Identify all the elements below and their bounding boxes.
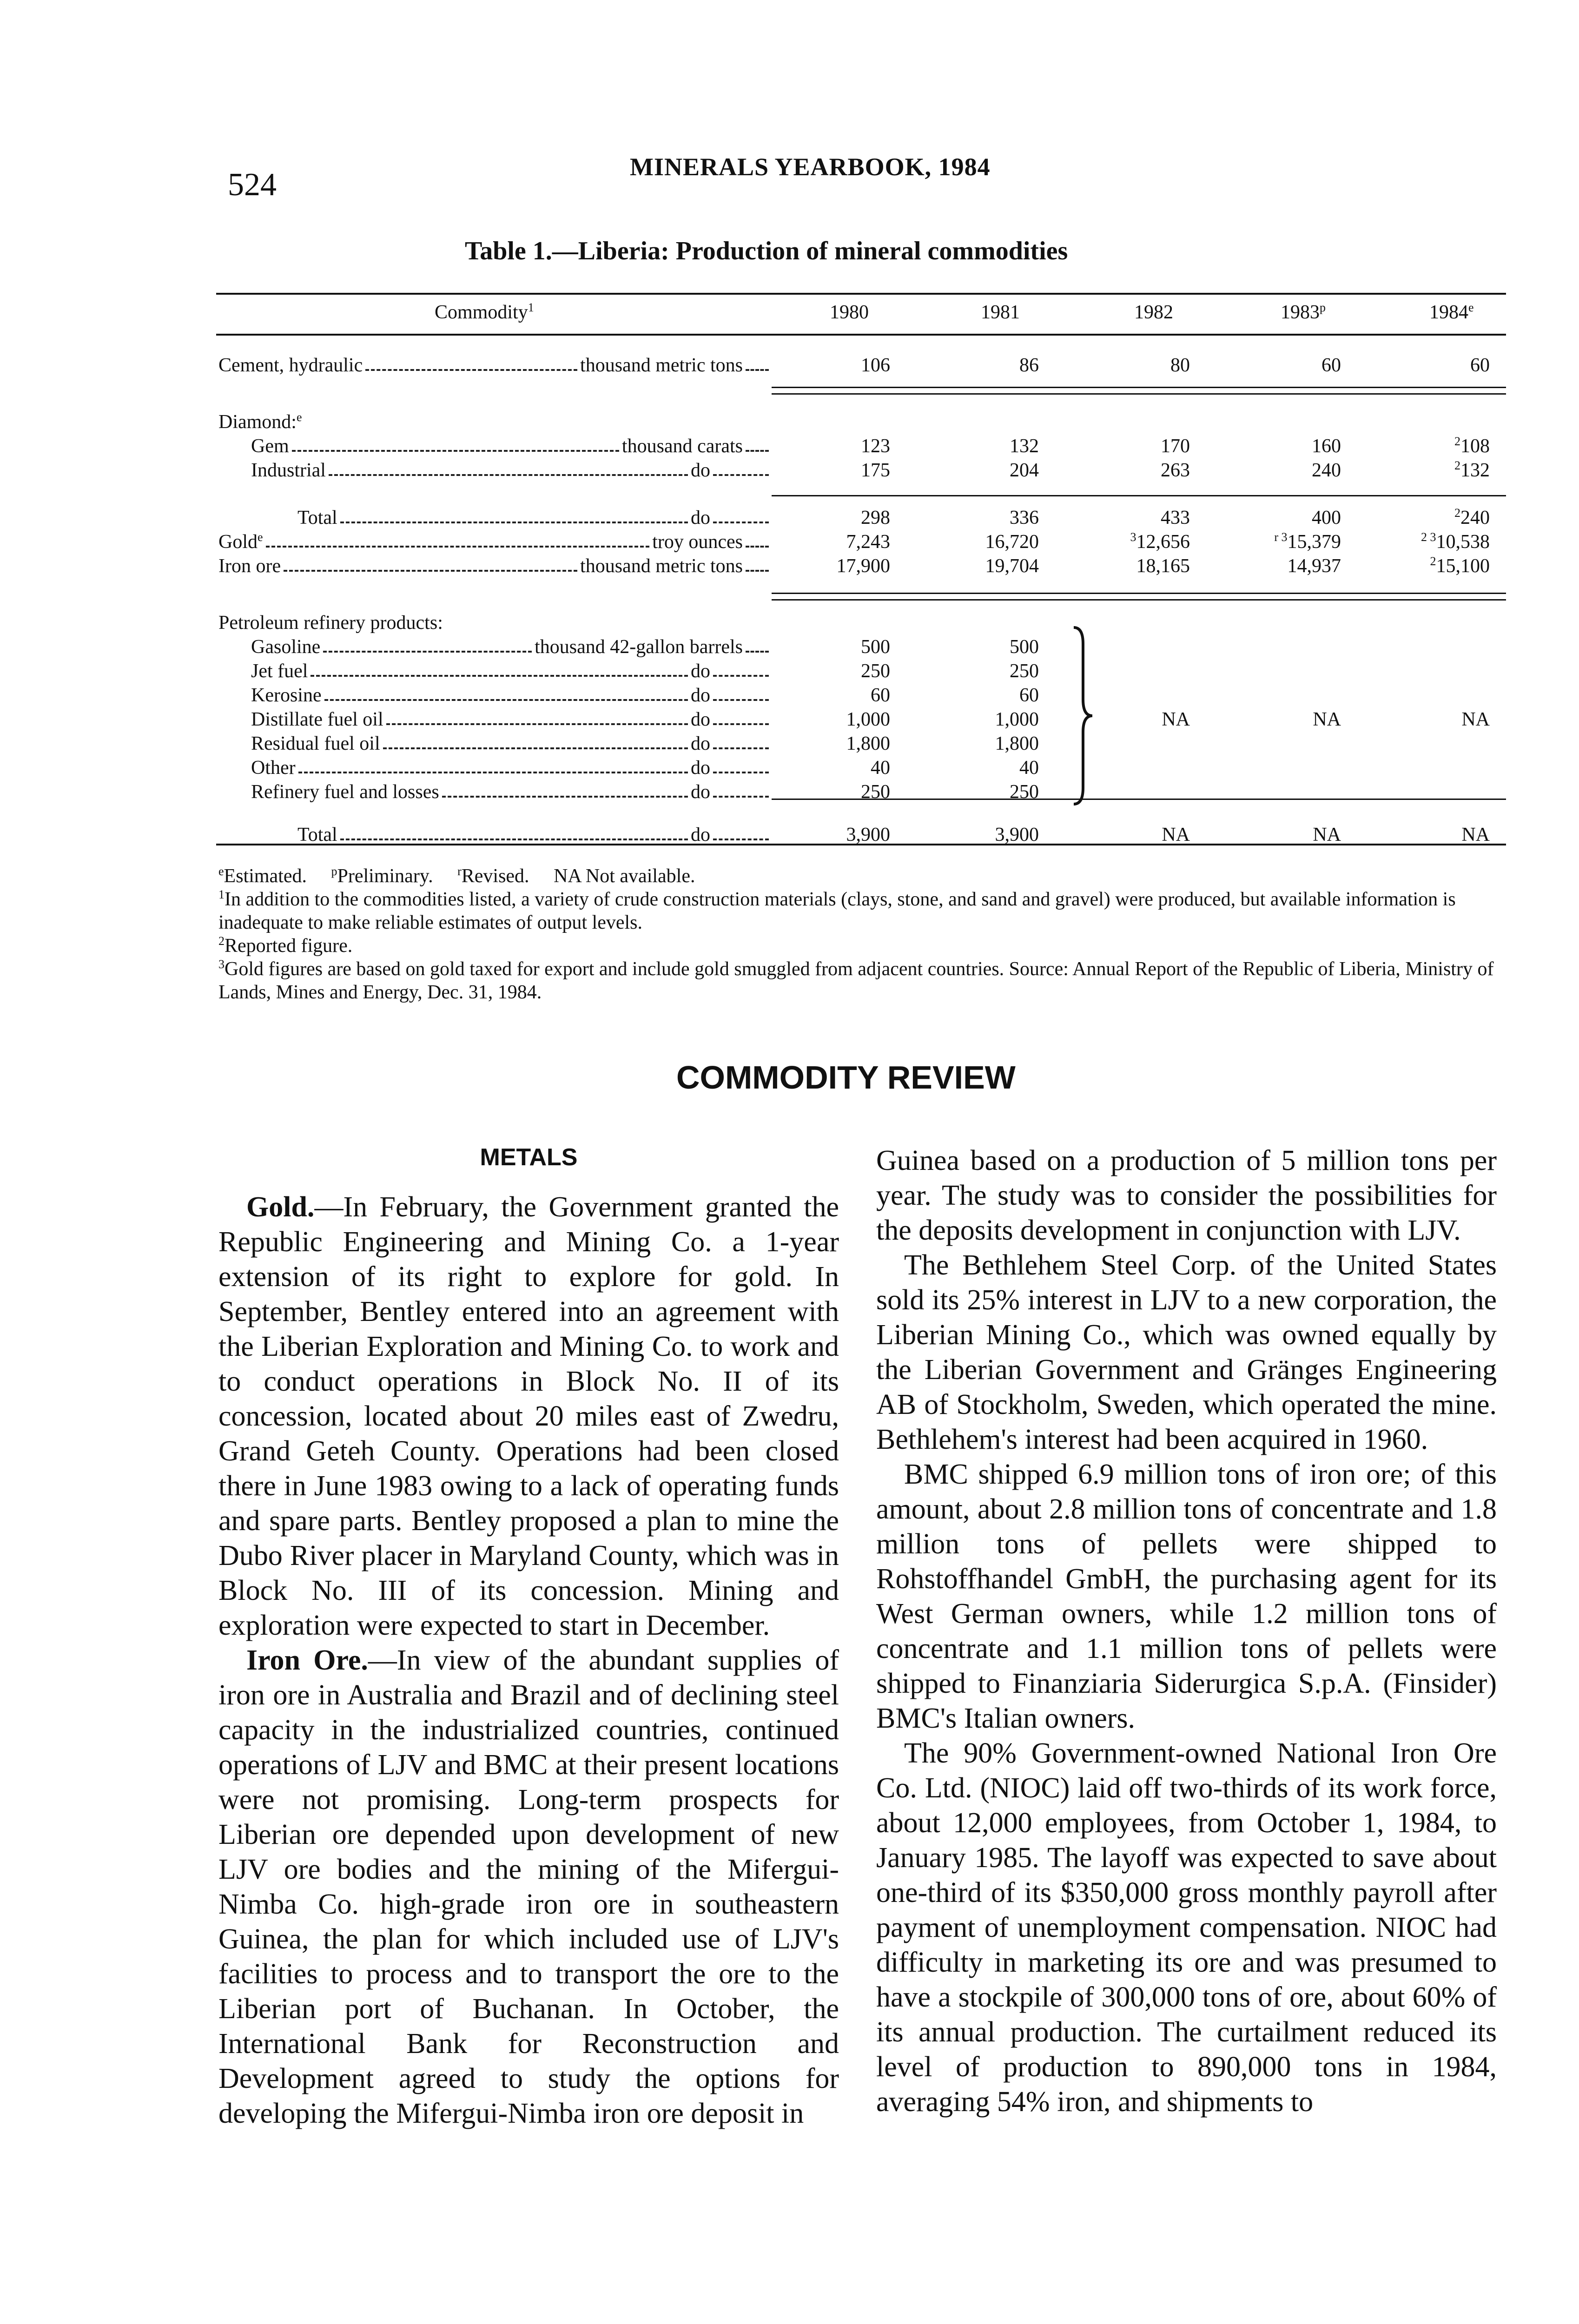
subheading-metals: METALS [480, 1144, 578, 1171]
table-row-gem: Gem thousand carats 123 132 170 160 $^2$108 [251, 435, 1490, 457]
text-column-left [218, 1143, 839, 2131]
paragraph-bmc: BMC shipped 6.9 million tons of iron ore; of this amount, about 2.8 million tons of concentrate and 1.8 million tons of pellets were shipped to Rohstoffhandel GmbH, the purchasing agent for its West German owners, while 1.2 million tons of concentrate and 1.1 million tons of pellets were shipped to Finanziaria Siderurgica S.p.A. (Finsider) BMC's Italian owners. [876, 1459, 1497, 1734]
paragraph-guinea: Guinea based on a production of 5 million tons per year. The study was to consider the possibilities for the deposits development in conjunction with LJV. [876, 1145, 1497, 1246]
col-head-1983: 1983$^p$ [1281, 301, 1326, 323]
section-heading: COMMODITY REVIEW [676, 1059, 1016, 1096]
table-row-gasoline: Gasoline thousand 42-gallon barrels 500 500 [218, 635, 1490, 659]
footnote-legend: $^e$Estimated. $^p$Preliminary. $^r$Revised. NA Not available. [218, 865, 695, 887]
table-rule [772, 593, 1506, 594]
table-row-diamond-total: Total do 298 336 433 400 $^2$240 [297, 506, 1490, 528]
table-title: Table 1.—Liberia: Production of mineral commodities [465, 237, 1068, 265]
table-row [218, 335, 1490, 353]
col-head-1980: 1980 [830, 302, 869, 323]
table-row-other: Other do 40 40 [218, 756, 1490, 780]
table-top-rule [216, 293, 1506, 295]
table-row-refinery-fuel: Refinery fuel and losses do 250 250 [218, 780, 1490, 804]
paragraph-nioc: The 90% Government-owned National Iron Ore Co. Ltd. (NIOC) laid off two-thirds of its work force, about 12,000 employees, from October 1, 1984, to January 1985. The layoff was expected to save about one-third of its $350,000 gross monthly payroll after payment of unemployment compensation. NIOC had difficulty in marketing its ore and was presumed to have a stockpile of 300,000 tons of ore, about 60% of its annual production. The curtailment reduced its level of production to 890,000 tons in 1984, averaging 54% iron, and shipments to [876, 1737, 1497, 2118]
table-row-jet-fuel: Jet fuel do 250 250 [218, 659, 1490, 683]
na-cell: NA [1313, 709, 1341, 730]
table-row-kerosine: Kerosine do 60 60 [218, 683, 1490, 707]
table-row-residual: Residual fuel oil do 1,800 1,800 [218, 732, 1490, 756]
table-footnotes [218, 865, 1506, 1004]
production-table [218, 335, 1490, 847]
table-row-industrial: Industrial do 175 204 263 240 $^2$132 [251, 459, 1490, 481]
table-row-petroleum-total: Total do 3,900 3,900 NA NA NA [218, 823, 1490, 847]
running-head: MINERALS YEARBOOK, 1984 [630, 153, 991, 181]
footnote-2: $^2$Reported figure. [218, 934, 353, 957]
paragraph-gold: Gold.—In February, the Government granted the Republic Engineering and Mining Co. a 1-year extension of its right to explore for gold. In September, Bentley entered into an agreement with the Liberian Exploration and Mining Co. to work and to conduct operations in Block No. II of its concession, located about 20 miles east of Zwedru, Grand Geteh County. Operations had been closed there in June 1983 owing to a lack of operating funds and spare parts. Bentley proposed a plan to mine the Dubo River placer in Maryland County, which was in Block No. III of its concession. Mining and exploration were expected to start in December. [218, 1191, 839, 1641]
table-row-cement: Cement, hydraulic thousand metric tons 106 86 80 60 60 [218, 353, 1490, 377]
na-cell: NA [1162, 709, 1190, 730]
col-head-1984: 1984e [1429, 301, 1474, 323]
page-number: 524 [228, 167, 277, 203]
footnote-1: $^1$In addition to the commodities listed, a variety of crude construction materials (clays, stone, and sand and gravel) were produced, but available information is inadequate to make reliable estimates of output levels. [218, 888, 1456, 933]
table-row-petroleum-head: Petroleum refinery products: [218, 612, 443, 634]
table-rule [772, 599, 1506, 601]
text-column-right [876, 1143, 1497, 2119]
table-row-gold: Gold$^e$ troy ounces 7,243 16,720 $^3$12,656 $^{r 3}$15,379 $^{2 3}$10,538 [218, 530, 1490, 553]
col-head-commodity: Commodity$^1$ [435, 301, 534, 323]
col-head-1982: 1982 [1134, 302, 1173, 323]
table-rule [772, 495, 1506, 496]
paragraph-iron-ore: Iron Ore.—In view of the abundant supplies of iron ore in Australia and Brazil and of declining steel capacity in the industrialized countries, continued operations of LJV and BMC at their present locations were not promising. Long-term prospects for Liberian ore depended upon development of new LJV ore bodies and the mining of the Mifergui-Nimba Co. high-grade iron ore in southeastern Guinea, the plan for which included use of LJV's facilities to process and to transport the ore to the Liberian port of Buchanan. In October, the International Bank for Reconstruction and Development agreed to study the options for developing the Mifergui-Nimba iron ore deposit in [218, 1644, 839, 2129]
na-cell: NA [1461, 709, 1490, 730]
col-head-1981: 1981 [981, 302, 1020, 323]
brace-icon [1069, 625, 1097, 806]
table-rule [772, 799, 1506, 800]
table-row-diamond-head: Diamond:$^e$ [218, 410, 302, 433]
footnote-3: $^3$Gold figures are based on gold taxed for export and include gold smuggled from adjacent countries. Source: Annual Report of the Republic of Liberia, Ministry of Lands, Mines and Energy, Dec. 31, 1984. [218, 957, 1494, 1003]
paragraph-bethlehem: The Bethlehem Steel Corp. of the United States sold its 25% interest in LJV to a new corporation, the Liberian Mining Co., which was owned equally by the Liberian Government and Gränges Engineering AB of Stockholm, Sweden, which operated the mine. Bethlehem's interest had been acquired in 1960. [876, 1249, 1497, 1455]
table-row-distillate: Distillate fuel oil do 1,000 1,000 NA NA NA [218, 707, 1490, 732]
table-row-iron: Iron ore thousand metric tons 17,900 19,704 18,165 14,937 $^2$15,100 [218, 555, 1490, 577]
table-rule [772, 387, 1506, 388]
table-rule [772, 393, 1506, 395]
table-bottom-rule [216, 844, 1506, 845]
